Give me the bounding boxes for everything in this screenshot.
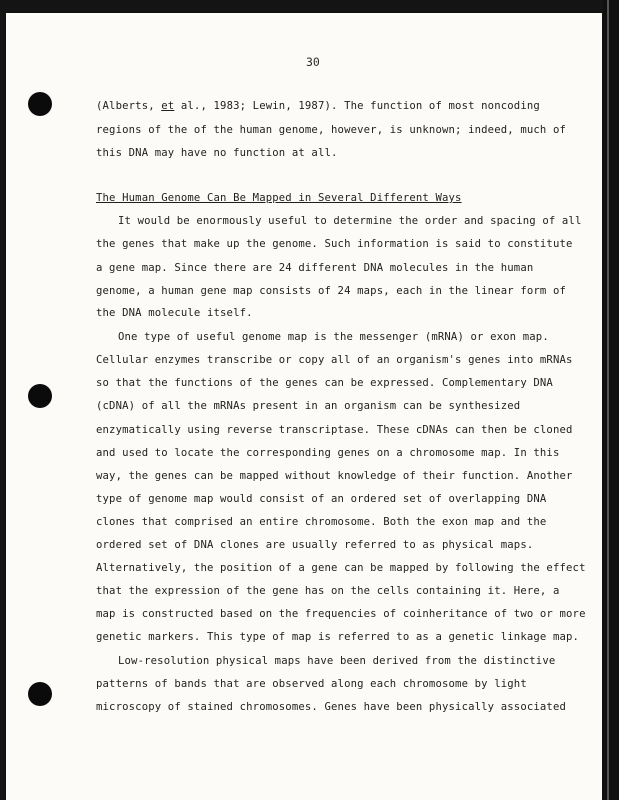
punch-hole-middle [28,384,52,408]
body-line: regions of the of the human genome, however, is unknown; indeed, much of [96,124,567,136]
body-line: type of genome map would consist of an ordered set of overlapping DNA [96,493,547,505]
body-line: clones that comprised an entire chromosome. Both the exon map and the [96,516,547,528]
body-line: (Alberts, et al., 1983; Lewin, 1987). The function of most noncoding [96,100,540,112]
page-number: 30 [306,55,320,69]
body-line: and used to locate the corresponding genes on a chromosome map. In this [96,447,560,459]
body-line: patterns of bands that are observed along each chromosome by light [96,678,527,690]
body-line: the genes that make up the genome. Such information is said to constitute [96,238,573,250]
body-line: Alternatively, the position of a gene can be mapped by following the effect [96,562,586,574]
body-line: enzymatically using reverse transcriptase. These cDNAs can then be cloned [96,424,573,436]
body-line: microscopy of stained chromosomes. Genes have been physically associated [96,701,567,713]
body-line: It would be enormously useful to determine the order and spacing of all [118,215,582,227]
body-line: ordered set of DNA clones are usually referred to as physical maps. [96,539,534,551]
binder-edge-line [607,0,609,800]
body-line: a gene map. Since there are 24 different DNA molecules in the human [96,262,534,274]
punch-hole-top [28,92,52,116]
body-line: that the expression of the gene has on the cells containing it. Here, a [96,585,560,597]
et-al-underlined: et [161,100,175,112]
body-line: One type of useful genome map is the messenger (mRNA) or exon map. [118,331,549,343]
body-line: genetic markers. This type of map is referred to as a genetic linkage map. [96,631,580,643]
punch-hole-bottom [28,682,52,706]
body-line: map is constructed based on the frequencies of coinheritance of two or more [96,608,586,620]
section-heading: The Human Genome Can Be Mapped in Several Different Ways [96,192,462,204]
body-line: so that the functions of the genes can be expressed. Complementary DNA [96,377,553,389]
body-line: (cDNA) of all the mRNAs present in an organism can be synthesized [96,400,521,412]
body-line: Cellular enzymes transcribe or copy all of an organism's genes into mRNAs [96,354,573,366]
body-line: Low-resolution physical maps have been derived from the distinctive [118,655,556,667]
body-line: genome, a human gene map consists of 24 maps, each in the linear form of [96,285,567,297]
body-line: this DNA may have no function at all. [96,147,338,159]
binder-edge [603,0,619,800]
body-line: the DNA molecule itself. [96,307,253,319]
body-line: way, the genes can be mapped without knowledge of their function. Another [96,470,573,482]
